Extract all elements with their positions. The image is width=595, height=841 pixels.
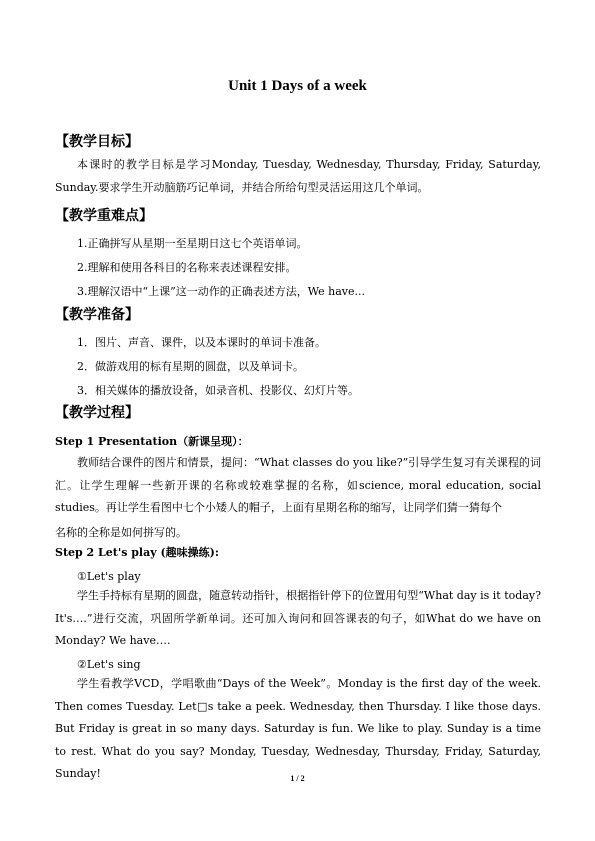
page-number: 1 / 2 [290, 774, 305, 783]
sub-step-let-s-play-label: ①Let's play [77, 570, 141, 583]
process-heading: 【教学过程】 [55, 405, 139, 421]
preparation-heading: 【教学准备】 [55, 307, 139, 323]
key-points-heading: 【教学重难点】 [55, 208, 153, 224]
step1-title: Step 1 Presentation（新课呈现）： [55, 435, 249, 448]
step1-tail: 名称的全称是如何拼写的。 [55, 526, 187, 539]
key-point-item: 2.理解和使用各科目的名称来表述课程安排。 [77, 261, 297, 274]
key-point-item: 1.正确拼写从星期一至星期日这七个英语单词。 [77, 237, 308, 250]
step1-text: 教师结合课件的图片和情景，提问：“What classes do you like?”引导学生复习有关课程的词汇。让学生理解一些新开课的名称或较难掌握的名称，如science, moral education, social studies。再让学生看图中七个小矮人的帽子，上面有星期名称的缩写，让同学们猜一猜每个 [55, 456, 541, 514]
preparation-item: 3．相关媒体的播放设备，如录音机、投影仪、幻灯片等。 [77, 384, 359, 397]
objectives-heading: 【教学目标】 [55, 134, 139, 150]
objectives-text: 本课时的教学目标是学习Monday, Tuesday, Wednesday, Thursday, Friday, Saturday, Sunday.要求学生开动脑筋巧记单词，并结合所给句型灵活运用这几个单词。 [55, 158, 541, 194]
sub-step-let-s-sing-label: ②Let's sing [77, 658, 141, 671]
document-title: Unit 1 Days of a week [228, 78, 367, 94]
preparation-item: 1．图片、声音、课件，以及本课时的单词卡准备。 [77, 336, 326, 349]
step2-title: Step 2 Let's play (趣味操练): [55, 546, 219, 559]
key-point-item: 3.理解汉语中“上课”这一动作的正确表述方法，We have... [77, 285, 366, 298]
sub-step-let-s-sing-text: 学生看教学VCD，学唱歌曲“Days of the Week”。Monday is the first day of the week. Then comes Tuesday. Let□s take a peek. Wednesday, then Thursday. I like those days. But Friday is great in so many days. Saturday is fun. We like to play. Sunday is a time to rest. What do you say? Monday, Tuesday, Wednesday, Thursday, Friday, Saturday, Sunday! [55, 677, 541, 780]
sub-step-let-s-play-text: 学生手持标有星期的圆盘，随意转动指针，根据指针停下的位置用句型“What day is it today? It's….”进行交流，巩固所学新单词。还可加入询问和回答课表的句子，如What do we have on Monday? We have…. [55, 589, 541, 647]
preparation-item: 2．做游戏用的标有星期的圆盘，以及单词卡。 [77, 360, 304, 373]
